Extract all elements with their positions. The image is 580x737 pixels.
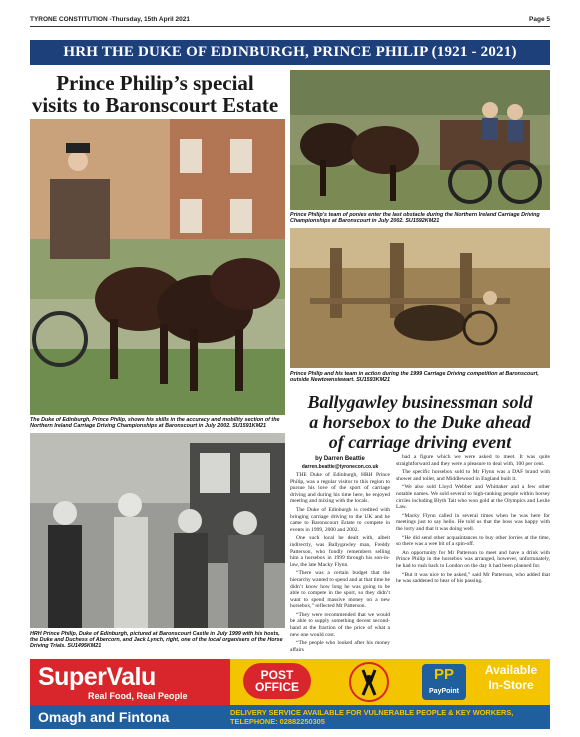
paypoint-name: PayPoint: [429, 688, 459, 695]
paragraph: “But it was nice to be asked,” said Mr Patterson, who added that he was saddened to hear of his passing.: [396, 571, 550, 585]
caption-photo4: HRH Prince Philip, Duke of Edinburgh, pictured at Baronscourt Castle in July 1999 with his hosts, the Duke and Duchess of Abercorn, and Jack Lynch, right, one of the local organisers of the Horse Driving Trials. SU1495KM21: [30, 631, 283, 650]
post-office-line2: OFFICE: [255, 680, 299, 694]
supervalu-advert[interactable]: [30, 659, 550, 729]
caption-photo1: The Duke of Edinburgh, Prince Philip, shows his skills in the accuracy and mobility section of the Northern Ireland Carriage Driving Championships at Baronscourt in July 2002. SU1591KM21: [30, 417, 280, 430]
story1-headline-line1: Prince Philip’s special: [56, 71, 254, 95]
paragraph: “They were recommended that we would be able to supply something decent second-hand at the fraction of the price of what a new one would cost.: [290, 611, 390, 638]
paragraph: “The people who looked after his money affairs: [290, 640, 390, 652]
article-column-1: [290, 472, 390, 652]
masthead-date: TYRONE CONSTITUTION -Thursday, 15th April 2021: [30, 16, 190, 23]
paragraph: An opportunity for Mr Patterson to meet and have a drink with Prince Philip in the horsebox was arranged, however, unfortunately, he had to rush back to London on the day it had been planned for.: [396, 549, 550, 569]
supervalu-tagline: Real Food, Real People: [88, 691, 188, 701]
paragraph: “Macky Flynn called in several times when he was here for meetings just to say hello. He told us that the boss was happy with the lorry and that it was doing well.: [396, 512, 550, 532]
paragraph: The specific horsebox sold to Mr Flynn was a DAF brand with shower and toilet, and Middlewood in England built it.: [396, 469, 550, 482]
byline: by Darren Beattie: [315, 456, 365, 462]
available-in-store: [474, 663, 548, 693]
masthead-rule: [30, 26, 550, 27]
story2-headline: [290, 392, 550, 452]
post-office-logo: [243, 663, 311, 699]
paragraph: The Duke of Edinburgh is credited with bringing carriage driving to the UK and he came to Baronscourt Estate to compete in events in 1999, 2000 and 2002.: [290, 506, 390, 533]
photo-carriage-driving-2002: [30, 119, 285, 415]
store-location: Omagh and Fintona: [30, 705, 230, 729]
available-line1: Available: [484, 663, 538, 677]
story1-headline: [30, 72, 280, 116]
delivery-notice: DELIVERY SERVICE AVAILABLE FOR VULNERABLE PEOPLE & KEY WORKERS, TELEPHONE: 02882250305: [230, 708, 514, 726]
story1-headline-line2: visits to Baronscourt Estate: [31, 93, 279, 117]
author-email[interactable]: darren.beattie@tyronecon.co.uk: [301, 464, 379, 470]
paragraph: “He did send other acquaintances to buy other lorries at the time, so there was a wee bit of a spin-off.: [396, 534, 550, 548]
paragraph: had a figure which we were asked to meet. It was quite straightforward and they were a pleasure to deal with, 100 per cent.: [396, 454, 550, 467]
caption-photo2: Prince Philip’s team of ponies enter the last obstacle during the Northern Ireland Carriage Driving Championships at Baronscourt in July 2002. SU1592KM21: [290, 212, 540, 225]
story2-headline-line3: of carriage driving event: [328, 432, 512, 452]
story2-headline-line2: a horsebox to the Duke ahead: [309, 412, 531, 432]
supervalu-logo: SuperValu: [38, 663, 156, 691]
paypoint-pp-mark: PP: [433, 666, 454, 683]
post-office-line1: POST: [260, 668, 294, 682]
article-column-2: [396, 454, 550, 654]
paragraph: THE Duke of Edinburgh, HRH Prince Philip, was a regular visitor to this region to pursue his love of the sport of carriage driving and during his time here, he enjoyed meeting and mixing with the locals.: [290, 472, 390, 505]
page-number: Page 5: [529, 16, 550, 23]
paragraph: One such local he dealt with, albeit indirectly, was Ballygawley man, Freddy Patterson, who fondly remembers selling him a horsebox in 1999 through his son-in-law, the late Macky Flynn.: [290, 535, 390, 568]
national-lottery-logo: [344, 661, 394, 703]
story2-headline-line1: Ballygawley businessman sold: [307, 392, 533, 412]
photo-ponies-obstacle: [290, 70, 550, 210]
paragraph: “There was a certain budget that the hierarchy wanted to spend and at that time he didn’t know how long he was going to be able to compete in the sport, so they didn’t want to spend massive money on a new horsebox,” reflected Mr Patterson.: [290, 570, 390, 610]
paragraph: “We also sold Lloyd Webber and Whittaker and a few other notable names. We sold several to high-ranking people within horsey circles including Blyth Tait who won gold at the Olympics and Leslie Law.: [396, 484, 550, 511]
section-banner: HRH THE DUKE OF EDINBURGH, PRINCE PHILIP (1921 - 2021): [30, 40, 550, 65]
available-line2: In-Store: [488, 678, 534, 692]
paypoint-logo: [422, 664, 466, 700]
caption-photo3: Prince Philip and his team in action during the 1999 Carriage Driving competition at Baronscourt, outside Newtownstewart. SU1593KM21: [290, 371, 539, 384]
photo-team-in-action-1999: [290, 228, 550, 368]
photo-baronscourt-castle-1999: [30, 433, 285, 628]
